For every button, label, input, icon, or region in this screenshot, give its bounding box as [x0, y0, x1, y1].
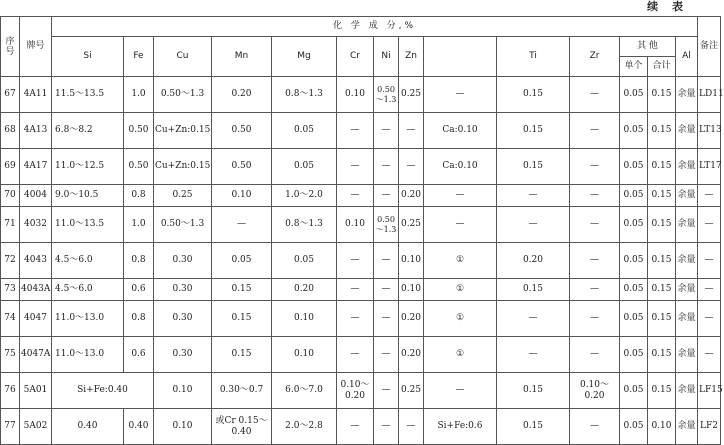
cell-fe: 0.8 [124, 301, 154, 337]
cell-grade: 4043 [20, 243, 52, 279]
cell-remarks: — [698, 337, 721, 373]
cell-extra: ① [424, 301, 497, 337]
cell-zn: 0.25 [399, 207, 424, 243]
cell-total: 0.15 [648, 113, 676, 149]
cell-extra: ① [424, 337, 497, 373]
cell-ti: — [497, 207, 570, 243]
header-grade: 牌号 [20, 17, 52, 77]
cell-zn: 0.20 [399, 337, 424, 373]
cell-zr: — [570, 301, 620, 337]
cell-no: 71 [1, 207, 20, 243]
cell-extra: — [424, 77, 497, 113]
cell-mg: 0.05 [272, 149, 337, 185]
table-row [1, 185, 721, 207]
cell-ti: 0.20 [497, 243, 570, 279]
cell-zn: 0.20 [399, 185, 424, 207]
cell-ni: 0.50～1.3 [374, 77, 399, 113]
cell-cr: — [337, 243, 374, 279]
cell-cr: — [337, 185, 374, 207]
cell-no: 70 [1, 185, 20, 207]
cell-grade: 4A11 [20, 77, 52, 113]
table-row [1, 337, 721, 373]
cell-al: 余量 [676, 409, 698, 445]
cell-ni: — [374, 279, 399, 301]
cell-mn: 0.15 [212, 301, 272, 337]
cell-fe: 1.0 [124, 77, 154, 113]
cell-fe: 0.8 [124, 185, 154, 207]
cell-fe: 0.40 [124, 409, 154, 445]
cell-ti: 0.15 [497, 113, 570, 149]
cell-zn: 0.10 [399, 243, 424, 279]
table-row [1, 301, 721, 337]
cell-ni: — [374, 409, 399, 445]
cell-mn: 0.50 [212, 113, 272, 149]
cell-ti: — [497, 337, 570, 373]
cell-al: 余量 [676, 185, 698, 207]
cell-ti: — [497, 301, 570, 337]
cell-zr: — [570, 409, 620, 445]
cell-zn: 0.10 [399, 279, 424, 301]
cell-cu: 0.30 [154, 301, 212, 337]
table-row [1, 207, 721, 243]
cell-zr: — [570, 77, 620, 113]
cell-extra: — [424, 207, 497, 243]
cell-total: 0.15 [648, 373, 676, 409]
header-ti: Ti [497, 37, 570, 77]
cell-si: 9.0～10.5 [52, 185, 124, 207]
cell-cr: 0.10 [337, 77, 374, 113]
cell-si: 6.8～8.2 [52, 113, 124, 149]
cell-mg: 0.05 [272, 243, 337, 279]
cell-total: 0.15 [648, 301, 676, 337]
cell-mn: 0.15 [212, 279, 272, 301]
cell-mg: 0.8～1.3 [272, 77, 337, 113]
cell-ni: — [374, 149, 399, 185]
cell-mg: 0.8～1.3 [272, 207, 337, 243]
header-single: 单个 [620, 57, 648, 77]
cell-mn: 0.20 [212, 77, 272, 113]
cell-total: 0.15 [648, 337, 676, 373]
cell-al: 余量 [676, 337, 698, 373]
cell-extra: Ca:0.10 [424, 113, 497, 149]
cell-cu: 0.10 [154, 409, 212, 445]
cell-no: 67 [1, 77, 20, 113]
cell-single: 0.05 [620, 301, 648, 337]
cell-cr: — [337, 113, 374, 149]
cell-remarks: LF15 [698, 373, 721, 409]
header-fe: Fe [124, 37, 154, 77]
cell-fe: 0.50 [124, 113, 154, 149]
cell-total: 0.15 [648, 207, 676, 243]
cell-single: 0.05 [620, 149, 648, 185]
cell-fe: 0.8 [124, 243, 154, 279]
cell-zr: — [570, 113, 620, 149]
cell-mg: 0.10 [272, 301, 337, 337]
header-cr: Cr [337, 37, 374, 77]
cell-no: 72 [1, 243, 20, 279]
header-ni: Ni [374, 37, 399, 77]
header-zn: Zn [399, 37, 424, 77]
cell-grade: 5A01 [20, 373, 52, 409]
cell-mn: 0.10 [212, 185, 272, 207]
cell-zr: — [570, 185, 620, 207]
cell-mn: — [212, 207, 272, 243]
cell-cu: 0.50～1.3 [154, 77, 212, 113]
cell-al: 余量 [676, 113, 698, 149]
cell-al: 余量 [676, 149, 698, 185]
cell-total: 0.15 [648, 185, 676, 207]
cell-zn: 0.25 [399, 77, 424, 113]
cell-remarks: LD11 [698, 77, 721, 113]
cell-remarks: — [698, 243, 721, 279]
table-row [1, 243, 721, 279]
cell-zn: 0.20 [399, 301, 424, 337]
continued-label: 续 表 [647, 0, 688, 13]
cell-single: 0.05 [620, 185, 648, 207]
cell-no: 74 [1, 301, 20, 337]
cell-remarks: — [698, 301, 721, 337]
cell-grade: 4004 [20, 185, 52, 207]
cell-cu: Cu+Zn:0.15 [154, 149, 212, 185]
cell-grade: 5A02 [20, 409, 52, 445]
cell-ni: — [374, 337, 399, 373]
cell-zr: 0.10～0.20 [570, 373, 620, 409]
cell-cu: 0.30 [154, 243, 212, 279]
cell-si: 11.0～12.5 [52, 149, 124, 185]
cell-al: 余量 [676, 301, 698, 337]
cell-si: 0.40 [52, 409, 124, 445]
cell-remarks: — [698, 207, 721, 243]
cell-al: 余量 [676, 279, 698, 301]
cell-no: 73 [1, 279, 20, 301]
cell-single: 0.05 [620, 77, 648, 113]
cell-mn: 0.50 [212, 149, 272, 185]
cell-grade: 4047A [20, 337, 52, 373]
table-row [1, 149, 721, 185]
cell-extra: Ca:0.10 [424, 149, 497, 185]
cell-si: 11.0～13.0 [52, 301, 124, 337]
cell-mn: 或Cr 0.15～0.40 [212, 409, 272, 445]
cell-cu: 0.30 [154, 337, 212, 373]
cell-remarks: LT17 [698, 149, 721, 185]
cell-zn: 0.25 [399, 373, 424, 409]
cell-no: 68 [1, 113, 20, 149]
header-composition: 化 学 成 分,% [52, 17, 698, 37]
header-no: 序号 [1, 17, 20, 77]
cell-mg: 1.0～2.0 [272, 185, 337, 207]
cell-single: 0.05 [620, 409, 648, 445]
cell-cr: — [337, 409, 374, 445]
table-row [1, 77, 721, 113]
cell-grade: 4043A [20, 279, 52, 301]
cell-remarks: — [698, 279, 721, 301]
cell-mg: 0.10 [272, 337, 337, 373]
cell-single: 0.05 [620, 243, 648, 279]
table-row [1, 279, 721, 301]
cell-grade: 4A17 [20, 149, 52, 185]
cell-extra: — [424, 185, 497, 207]
cell-ti: 0.15 [497, 279, 570, 301]
cell-zn: — [399, 113, 424, 149]
cell-ni: — [374, 301, 399, 337]
table-row [1, 113, 721, 149]
cell-remarks: — [698, 185, 721, 207]
composition-table [0, 16, 724, 445]
cell-ti: 0.15 [497, 77, 570, 113]
cell-no: 77 [1, 409, 20, 445]
cell-cu: 0.25 [154, 185, 212, 207]
cell-al: 余量 [676, 77, 698, 113]
cell-ti: — [497, 185, 570, 207]
table-row [1, 409, 721, 445]
cell-remarks: LF2 [698, 409, 721, 445]
cell-total: 0.15 [648, 149, 676, 185]
cell-fe: 0.6 [124, 337, 154, 373]
cell-ni: — [374, 373, 399, 409]
cell-cu: Cu+Zn:0.15 [154, 113, 212, 149]
cell-extra: — [424, 373, 497, 409]
cell-al: 余量 [676, 207, 698, 243]
header-extra [424, 37, 497, 77]
cell-mg: 0.05 [272, 113, 337, 149]
cell-si: 11.0～13.0 [52, 337, 124, 373]
cell-single: 0.05 [620, 207, 648, 243]
cell-total: 0.15 [648, 279, 676, 301]
cell-cu: 0.10 [154, 373, 212, 409]
cell-total: 0.10 [648, 409, 676, 445]
cell-extra: Si+Fe:0.6 [424, 409, 497, 445]
cell-cr: 0.10 [337, 207, 374, 243]
cell-ni: — [374, 243, 399, 279]
cell-zr: — [570, 337, 620, 373]
cell-al: 余量 [676, 243, 698, 279]
cell-cr: — [337, 149, 374, 185]
cell-si: 4.5～6.0 [52, 279, 124, 301]
cell-cr: — [337, 337, 374, 373]
cell-grade: 4047 [20, 301, 52, 337]
cell-mg: 2.0～2.8 [272, 409, 337, 445]
header-total: 合计 [648, 57, 676, 77]
cell-extra: ① [424, 243, 497, 279]
cell-si-fe: Si+Fe:0.40 [52, 373, 154, 409]
cell-si: 11.0～13.5 [52, 207, 124, 243]
cell-fe: 0.6 [124, 279, 154, 301]
cell-no: 75 [1, 337, 20, 373]
table-row [1, 373, 721, 409]
cell-fe: 0.50 [124, 149, 154, 185]
header-mn: Mn [212, 37, 272, 77]
cell-grade: 4032 [20, 207, 52, 243]
cell-si: 11.5～13.5 [52, 77, 124, 113]
cell-ti: 0.15 [497, 409, 570, 445]
cell-ni: 0.50～1.3 [374, 207, 399, 243]
cell-no: 76 [1, 373, 20, 409]
cell-total: 0.15 [648, 77, 676, 113]
cell-cu: 0.30 [154, 279, 212, 301]
cell-cu: 0.50～1.3 [154, 207, 212, 243]
cell-cr: — [337, 279, 374, 301]
cell-single: 0.05 [620, 337, 648, 373]
header-mg: Mg [272, 37, 337, 77]
cell-single: 0.05 [620, 279, 648, 301]
cell-ni: — [374, 113, 399, 149]
header-si: Si [52, 37, 124, 77]
header-zr: Zr [570, 37, 620, 77]
cell-zn: — [399, 149, 424, 185]
cell-mg: 6.0～7.0 [272, 373, 337, 409]
cell-cr: 0.10～0.20 [337, 373, 374, 409]
cell-single: 0.05 [620, 113, 648, 149]
cell-zr: — [570, 279, 620, 301]
cell-mn: 0.05 [212, 243, 272, 279]
cell-si: 4.5～6.0 [52, 243, 124, 279]
header-al: Al [676, 37, 698, 77]
header-others: 其 他 [620, 37, 676, 57]
cell-ti: 0.15 [497, 149, 570, 185]
header-remarks: 备注 [698, 17, 721, 77]
cell-total: 0.15 [648, 243, 676, 279]
cell-zn: — [399, 409, 424, 445]
cell-zr: — [570, 243, 620, 279]
header-cu: Cu [154, 37, 212, 77]
cell-single: 0.05 [620, 373, 648, 409]
cell-al: 余量 [676, 373, 698, 409]
cell-no: 69 [1, 149, 20, 185]
cell-fe: 1.0 [124, 207, 154, 243]
cell-remarks: LT13 [698, 113, 721, 149]
cell-ti: 0.15 [497, 373, 570, 409]
cell-extra: ① [424, 279, 497, 301]
cell-grade: 4A13 [20, 113, 52, 149]
cell-zr: — [570, 207, 620, 243]
cell-mg: 0.20 [272, 279, 337, 301]
cell-cr: — [337, 301, 374, 337]
cell-ni: — [374, 185, 399, 207]
cell-mn: 0.15 [212, 337, 272, 373]
cell-mn: 0.30～0.7 [212, 373, 272, 409]
cell-zr: — [570, 149, 620, 185]
